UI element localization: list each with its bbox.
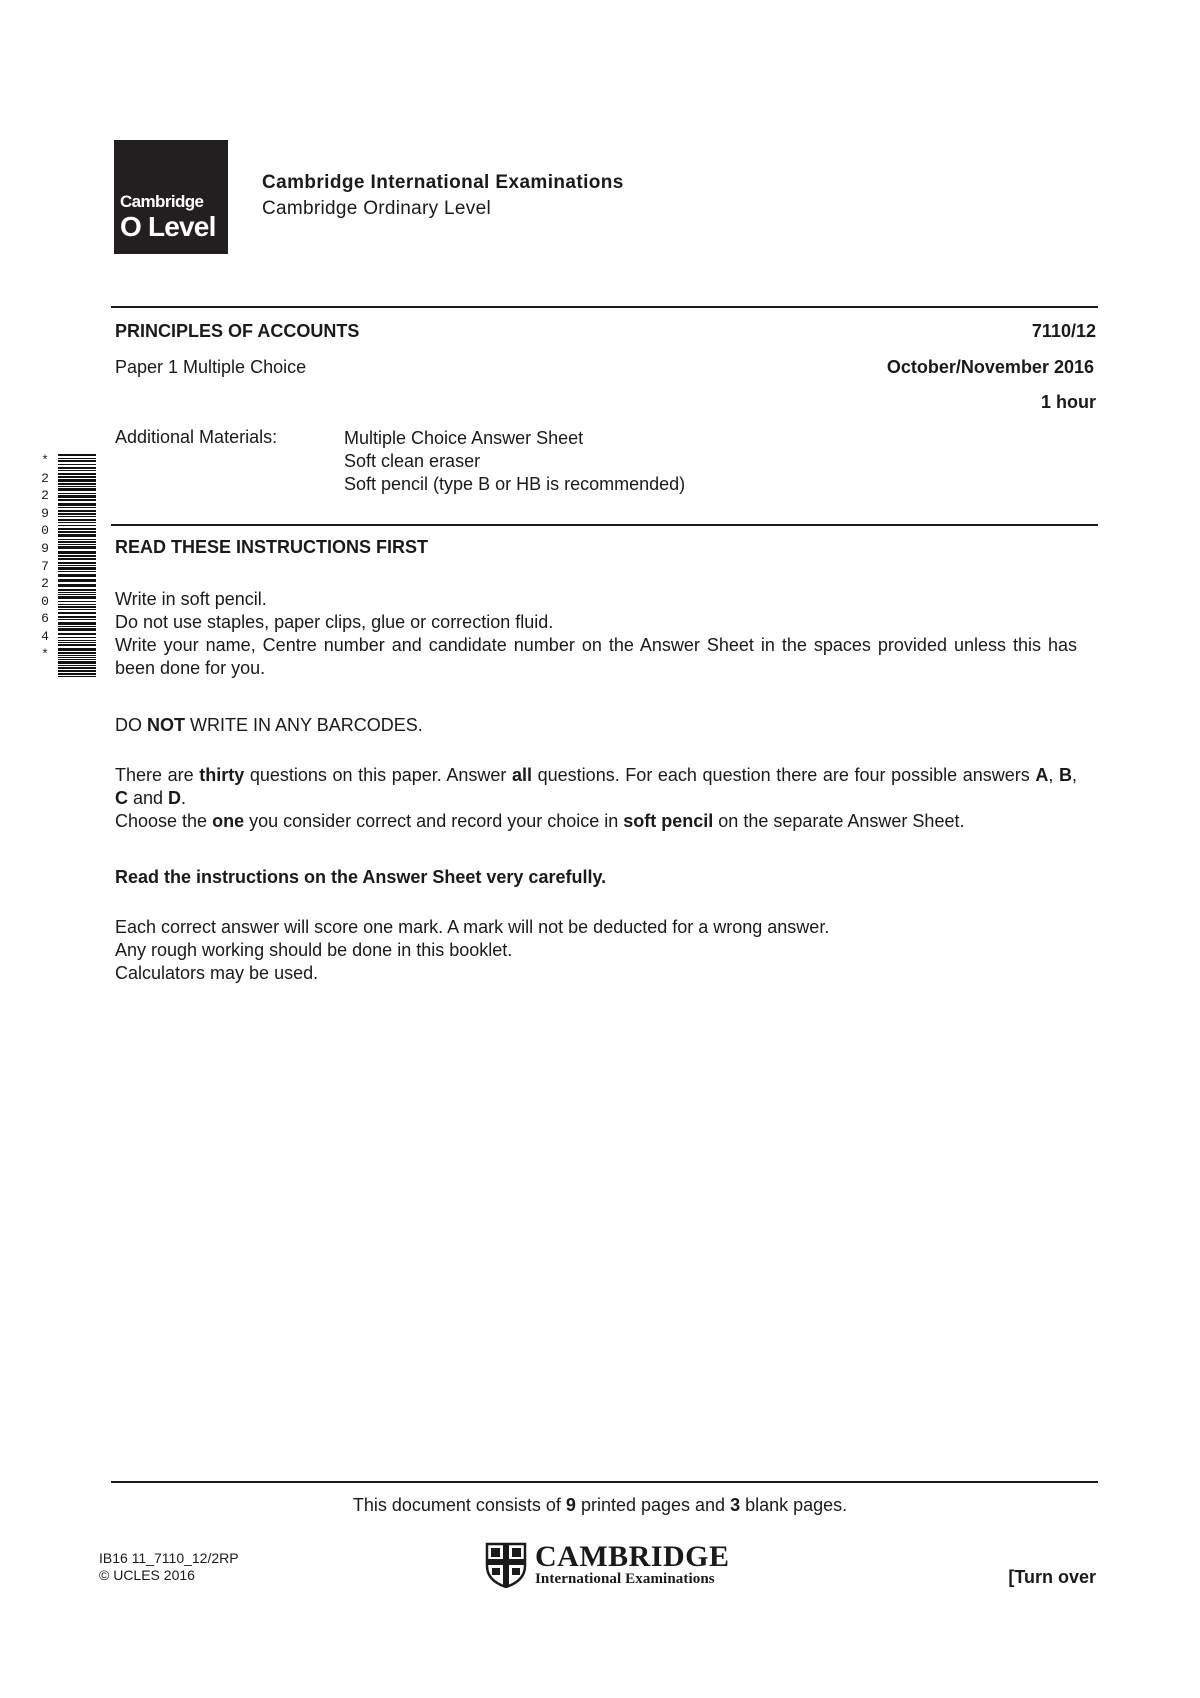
choose-line bbox=[115, 810, 1077, 833]
printed-pages-count: 9 bbox=[565, 1495, 576, 1515]
syllabus-code: 7110/12 bbox=[1031, 321, 1096, 341]
materials-item: Multiple Choice Answer Sheet bbox=[344, 428, 584, 448]
page-count-note bbox=[0, 1495, 1200, 1516]
barcode-bar bbox=[58, 609, 96, 610]
text-segment: DO bbox=[115, 715, 148, 735]
barcode-bar bbox=[58, 612, 96, 614]
barcode-bar bbox=[58, 495, 96, 498]
barcode-bar bbox=[58, 483, 96, 485]
barcode-bar bbox=[58, 541, 96, 543]
text-segment: , bbox=[1071, 765, 1077, 785]
text-segment: WRITE IN ANY BARCODES. bbox=[185, 715, 423, 735]
question-count-line bbox=[115, 764, 1077, 810]
materials-item: Soft pencil (type B or HB is recommended) bbox=[344, 474, 686, 494]
barcode-bar bbox=[58, 460, 96, 462]
instruction-line: Each correct answer will score one mark. A mark will not be deducted for a wrong answer. bbox=[115, 917, 830, 937]
barcode-warning-line bbox=[115, 714, 1077, 737]
barcode-bar bbox=[58, 571, 96, 572]
barcode-bar bbox=[58, 467, 96, 469]
barcode-digit: 2 bbox=[41, 576, 49, 592]
barcode-bar bbox=[58, 574, 96, 577]
barcode-bar bbox=[58, 594, 96, 595]
option-c: C bbox=[115, 788, 128, 808]
logo-line-1: Cambridge bbox=[120, 192, 204, 211]
barcode-bar bbox=[58, 507, 96, 508]
barcode-bar bbox=[58, 640, 96, 641]
text-segment: , bbox=[1048, 765, 1059, 785]
materials-label: Additional Materials: bbox=[115, 427, 278, 447]
barcode-bar bbox=[58, 661, 96, 664]
barcode-bar bbox=[58, 476, 96, 478]
instruction-line: Write your name, Centre number and candidate number on the Answer Sheet in the spaces provided unless this has been done for you. bbox=[115, 635, 1077, 678]
barcode-bar bbox=[58, 592, 96, 593]
barcode-bar bbox=[58, 562, 96, 564]
exam-session: October/November 2016 bbox=[886, 357, 1094, 377]
answer-sheet-warning: Read the instructions on the Answer Sheet very carefully. bbox=[115, 867, 607, 887]
reference-code: IB16 11_7110_12/2RP bbox=[99, 1550, 239, 1566]
emphasis-not: NOT bbox=[147, 715, 186, 735]
candidate-barcode bbox=[38, 452, 98, 680]
barcode-bar bbox=[58, 528, 96, 530]
barcode-digit: * bbox=[41, 453, 49, 468]
emphasis-soft-pencil: soft pencil bbox=[623, 811, 714, 831]
barcode-bar bbox=[58, 503, 96, 506]
instructions-divider bbox=[111, 524, 1098, 526]
barcode-bar bbox=[58, 589, 96, 591]
barcode-bar bbox=[58, 458, 96, 459]
barcode-bar bbox=[58, 633, 96, 635]
barcode-bar bbox=[58, 567, 96, 570]
barcode-bar bbox=[58, 673, 96, 675]
text-segment: blank pages. bbox=[740, 1495, 848, 1515]
emphasis-one: one bbox=[212, 811, 245, 831]
barcode-bar bbox=[58, 670, 96, 672]
barcode-bar bbox=[58, 604, 96, 605]
paper-title: Paper 1 Multiple Choice bbox=[115, 357, 307, 377]
barcode-digits bbox=[38, 452, 52, 663]
barcode-bar bbox=[58, 479, 96, 482]
barcode-bar bbox=[58, 596, 96, 599]
barcode-bar bbox=[58, 628, 96, 631]
barcode-bar bbox=[58, 652, 96, 654]
barcode-bar bbox=[58, 454, 96, 456]
barcode-bar bbox=[58, 544, 96, 545]
barcode-bar bbox=[58, 510, 96, 512]
text-segment: There are bbox=[115, 765, 200, 785]
barcode-digit: 6 bbox=[41, 611, 49, 627]
barcode-bar bbox=[58, 659, 96, 660]
barcode-bar bbox=[58, 676, 96, 677]
barcode-bar bbox=[58, 616, 96, 618]
barcode-bar bbox=[58, 522, 96, 523]
instructions-block-3 bbox=[115, 916, 1077, 985]
barcode-bar bbox=[58, 516, 96, 517]
exam-duration: 1 hour bbox=[1040, 392, 1096, 412]
barcode-bar bbox=[58, 546, 96, 549]
barcode-bars bbox=[58, 454, 96, 678]
barcode-bar bbox=[58, 644, 96, 646]
text-segment: and bbox=[128, 788, 169, 808]
barcode-bar bbox=[58, 648, 96, 651]
top-divider bbox=[111, 306, 1098, 308]
barcode-bar bbox=[58, 626, 96, 627]
barcode-digit: * bbox=[41, 646, 49, 662]
barcode-digit: 0 bbox=[41, 593, 49, 609]
text-segment: on the separate Answer Sheet. bbox=[713, 811, 965, 831]
barcode-bar bbox=[58, 555, 96, 557]
barcode-warning bbox=[115, 714, 1077, 737]
barcode-digit: 2 bbox=[41, 470, 49, 486]
barcode-bar bbox=[58, 486, 96, 487]
materials-item: Soft clean eraser bbox=[344, 451, 481, 471]
instructions-block-1 bbox=[115, 588, 1077, 680]
barcode-bar bbox=[58, 657, 96, 658]
option-d: D bbox=[168, 788, 182, 808]
crest-icon bbox=[485, 1542, 527, 1588]
barcode-digit: 9 bbox=[41, 540, 49, 556]
barcode-bar bbox=[58, 531, 96, 533]
barcode-bar bbox=[58, 642, 96, 643]
barcode-bar bbox=[58, 470, 96, 471]
organisation-name: Cambridge International Examinations bbox=[262, 172, 624, 193]
option-a: A bbox=[1035, 765, 1049, 785]
cambridge-o-level-logo bbox=[114, 140, 228, 254]
barcode-bar bbox=[58, 619, 96, 620]
barcode-bar bbox=[58, 667, 96, 669]
logo-line-2: O Level bbox=[120, 211, 216, 242]
barcode-bar bbox=[58, 499, 96, 501]
barcode-bar bbox=[58, 551, 96, 554]
barcode-bar bbox=[58, 584, 96, 587]
document-reference bbox=[99, 1550, 239, 1584]
barcode-bar bbox=[58, 655, 96, 656]
brand-wordmark: CAMBRIDGE bbox=[535, 1540, 730, 1573]
qualification-level: Cambridge Ordinary Level bbox=[262, 198, 491, 219]
barcode-bar bbox=[58, 565, 96, 566]
text-segment: . bbox=[181, 788, 187, 808]
barcode-digit: 4 bbox=[41, 628, 49, 644]
barcode-bar bbox=[58, 473, 96, 475]
barcode-bar bbox=[58, 579, 96, 582]
text-segment: This document consists of bbox=[352, 1495, 566, 1515]
barcode-bar bbox=[58, 606, 96, 608]
text-segment: you consider correct and record your choice in bbox=[244, 811, 624, 831]
barcode-bar bbox=[58, 519, 96, 521]
barcode-bar bbox=[58, 558, 96, 560]
instruction-line: Do not use staples, paper clips, glue or correction fluid. bbox=[115, 612, 554, 632]
barcode-bar bbox=[58, 637, 96, 638]
turn-over-note: [Turn over bbox=[1008, 1567, 1096, 1587]
barcode-bar bbox=[58, 513, 96, 515]
barcode-bar bbox=[58, 525, 96, 526]
emphasis-thirty: thirty bbox=[199, 765, 245, 785]
emphasis-all: all bbox=[512, 765, 533, 785]
barcode-bar bbox=[58, 464, 96, 465]
barcode-digit: 7 bbox=[41, 558, 49, 574]
blank-pages-count: 3 bbox=[730, 1495, 741, 1515]
subject-title: PRINCIPLES OF ACCOUNTS bbox=[115, 321, 360, 341]
text-segment: questions on this paper. Answer bbox=[244, 765, 513, 785]
barcode-digit: 0 bbox=[41, 523, 49, 539]
instruction-line: Calculators may be used. bbox=[115, 963, 319, 983]
option-b: B bbox=[1058, 765, 1072, 785]
instruction-line: Write in soft pencil. bbox=[115, 589, 267, 609]
text-segment: printed pages and bbox=[575, 1495, 731, 1515]
question-instructions bbox=[115, 764, 1077, 833]
barcode-bar bbox=[58, 601, 96, 602]
footer-divider bbox=[111, 1481, 1098, 1483]
barcode-bar bbox=[58, 622, 96, 625]
copyright: © UCLES 2016 bbox=[99, 1567, 195, 1583]
barcode-digit: 2 bbox=[41, 488, 49, 504]
barcode-bar bbox=[58, 493, 96, 494]
text-segment: Choose the bbox=[115, 811, 213, 831]
barcode-bar bbox=[58, 534, 96, 537]
cambridge-examinations-logo bbox=[485, 1540, 730, 1590]
barcode-bar bbox=[58, 665, 96, 666]
barcode-digit: 9 bbox=[41, 505, 49, 521]
instruction-line: Any rough working should be done in this booklet. bbox=[115, 940, 513, 960]
barcode-bar bbox=[58, 539, 96, 540]
instructions-heading: READ THESE INSTRUCTIONS FIRST bbox=[115, 537, 429, 557]
barcode-bar bbox=[58, 488, 96, 491]
text-segment: questions. For each question there are four possible answers bbox=[532, 765, 1036, 785]
materials-list bbox=[344, 427, 685, 496]
brand-subtitle: International Examinations bbox=[535, 1571, 715, 1587]
